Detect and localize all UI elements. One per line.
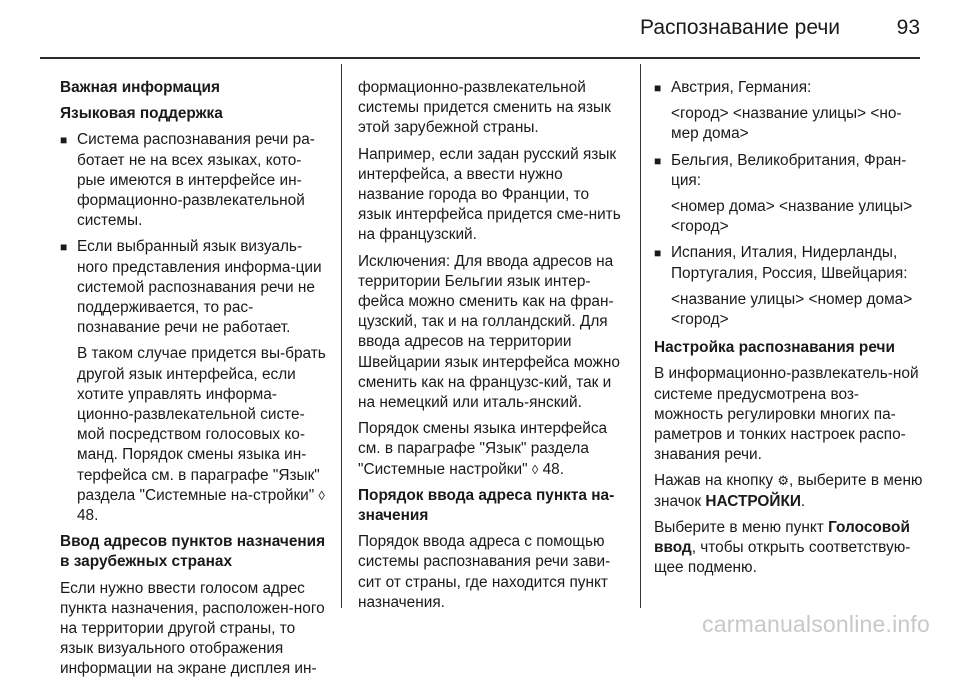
page-ref: 48. bbox=[77, 507, 99, 525]
paragraph: Исключения: Для ввода адресов на территории Бельгии язык интер-фейса можно сменить как на фран-цузский, так и на голландский. Для ввода адресов на территории Швейцарии язык интерфейса можно сменить как на французс-кий, так и на немецкий или италь-янский. bbox=[358, 252, 620, 412]
column-1 bbox=[60, 78, 328, 686]
menu-item-settings: НАСТРОЙКИ bbox=[705, 492, 801, 510]
list-item-text: Австрия, Германия: bbox=[671, 79, 812, 96]
paragraph: Например, если задан русский язык интерфейса, а ввести нужно название города во Франции, то язык интерфейса придется сме-нить на французский. bbox=[358, 145, 621, 244]
menu-item-voice-input: Голосовой ввод bbox=[654, 518, 910, 557]
heading-foreign-address: Ввод адресов пунктов назначения в зарубежных странах bbox=[60, 533, 326, 571]
page-header bbox=[0, 0, 960, 58]
header-rule bbox=[40, 57, 920, 59]
paragraph: В информационно-развлекатель-ной системе предусмотрена воз-можность регулировки многих па-раметров и тонких настроек распо-знавания речи. bbox=[654, 365, 919, 464]
punctuation: . bbox=[800, 492, 806, 510]
paragraph-text: , чтобы открыть соответствую-щее подменю. bbox=[654, 539, 911, 577]
column-divider-2 bbox=[640, 64, 641, 608]
paragraph-text: В таком случае придется вы-брать другой язык интерфейса, если хотите управлять информа-ционно-развлекательной систе-мой посредством голосовых ко-манд. Порядок смены языка ин-терфейса см. в параграфе "Язык" раздела "Системные на-стройки" bbox=[77, 345, 326, 504]
address-format: <город> <название улицы> <но-мер дома> bbox=[671, 105, 902, 143]
list-item bbox=[60, 237, 328, 338]
list-item bbox=[654, 78, 924, 98]
column-3 bbox=[654, 78, 924, 584]
list-item bbox=[60, 130, 328, 231]
heading-address-order: Порядок ввода адреса пункта на-значения bbox=[358, 486, 615, 525]
paragraph-text: Порядок смены языка интерфейса см. в параграфе "Язык" раздела "Системные настройки" bbox=[358, 420, 608, 478]
bullet-icon: ■ bbox=[60, 240, 68, 255]
paragraph bbox=[358, 419, 626, 480]
heading-important-info: Важная информация bbox=[60, 79, 220, 96]
list-item bbox=[654, 151, 924, 191]
page-title: Распознавание речи bbox=[640, 16, 840, 39]
paragraph: Порядок ввода адреса с помощью системы распознавания речи зави-сит от страны, где находится пункт назначения. bbox=[358, 533, 611, 611]
heading-language-support: Языковая поддержка bbox=[60, 105, 223, 123]
bullet-icon: ■ bbox=[654, 81, 662, 95]
paragraph-text: , выберите в меню значок bbox=[654, 472, 923, 510]
paragraph-text: Выберите в меню пункт bbox=[654, 518, 824, 536]
page-ref-arrow-icon: ◊ bbox=[318, 487, 325, 503]
list-item-text: Бельгия, Великобритания, Фран-ция: bbox=[671, 151, 907, 189]
heading-voice-settings: Настройка распознавания речи bbox=[654, 339, 895, 357]
list-item-text: Испания, Италия, Нидерланды, Португалия, Россия, Швейцария: bbox=[671, 244, 908, 282]
bullet-icon: ■ bbox=[60, 133, 68, 148]
watermark: carmanualsonline.info bbox=[702, 611, 930, 637]
list-item-text: Если выбранный язык визуаль-ного представления информа-ции системой распознавания речи не поддерживается, то рас-познавание речи не работает. bbox=[77, 238, 322, 337]
paragraph-text: Нажав на кнопку bbox=[654, 472, 774, 490]
paragraph bbox=[654, 471, 924, 511]
paragraph: формационно-развлекательной системы придется сменить на язык этой зарубежной страны. bbox=[358, 79, 611, 137]
address-format: <номер дома> <название улицы> <город> bbox=[671, 198, 913, 236]
bullet-icon: ■ bbox=[654, 246, 662, 261]
settings-gear-icon: ⚙ bbox=[777, 473, 789, 489]
address-format: <название улицы> <номер дома> <город> bbox=[671, 290, 913, 329]
paragraph bbox=[60, 344, 328, 526]
page-ref-arrow-icon: ◊ bbox=[531, 461, 539, 477]
paragraph: Если нужно ввести голосом адрес пункта назначения, расположен-ного на территории другой страны, то язык визуального отображения информации на экране дисплея ин- bbox=[60, 579, 325, 678]
page-number: 93 bbox=[896, 16, 920, 39]
page-ref: 48. bbox=[542, 460, 565, 478]
column-2 bbox=[358, 78, 626, 619]
column-divider-1 bbox=[341, 64, 342, 608]
paragraph bbox=[654, 518, 924, 579]
bullet-icon: ■ bbox=[654, 153, 662, 168]
list-item-text: Система распознавания речи ра-ботает не на всех языках, кото-рые имеются в интерфейсе ин-формационно-развлекательной системы. bbox=[77, 131, 315, 230]
list-item bbox=[654, 243, 924, 283]
